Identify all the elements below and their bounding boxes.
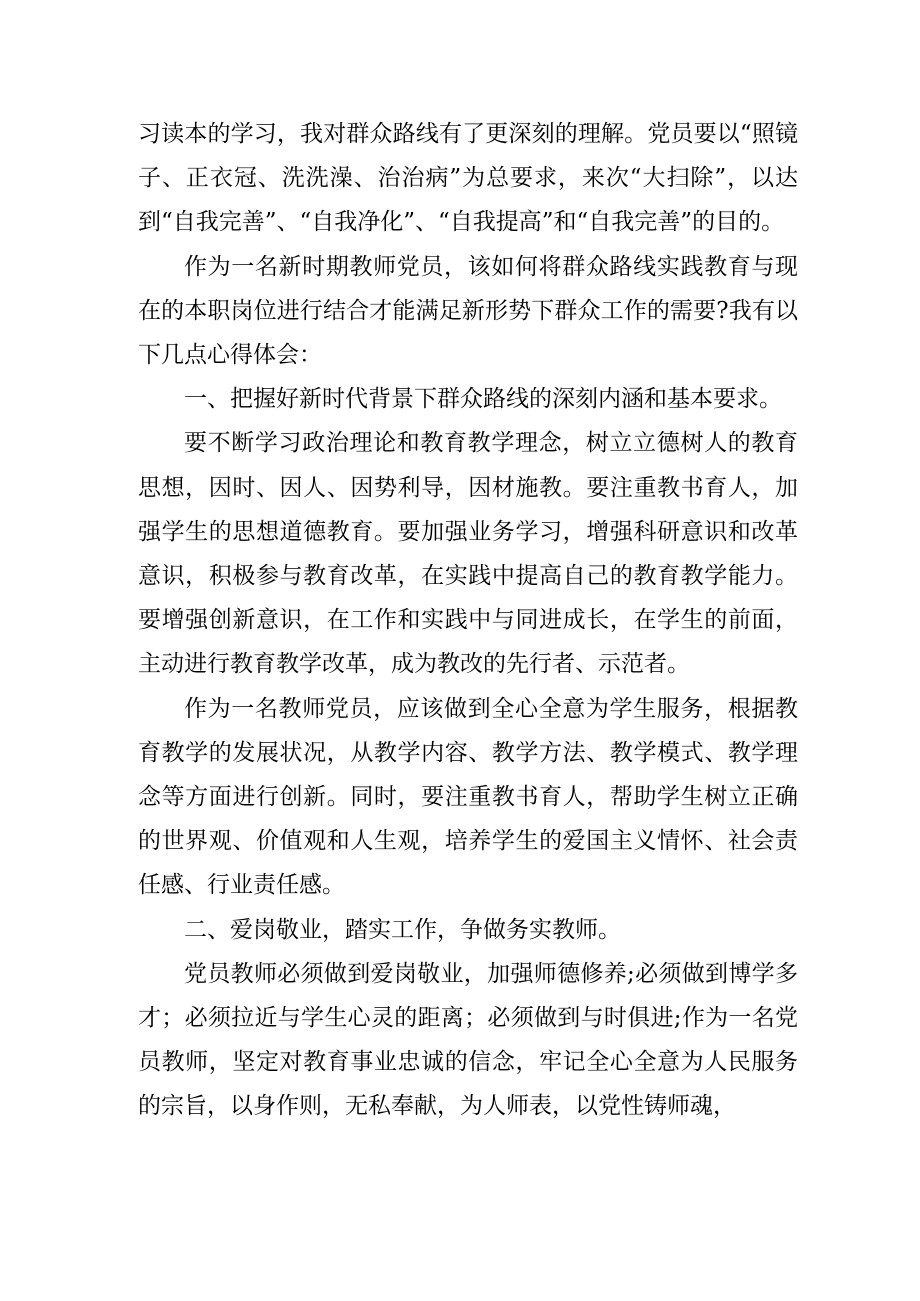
section-heading-2: 二、爱岗敬业，踏实工作，争做务实教师。	[184, 916, 621, 943]
section-heading-1: 一、把握好新时代背景下群众路线的深刻内涵和基本要求。	[184, 386, 782, 413]
paragraph-1: 习读本的学习，我对群众路线有了更深刻的理解。党员要以“照镜子、正衣冠、洗洗澡、治治病”为总要求，来次“大扫除”，以达到“自我完善”、“自我净化”、“自我提高”和“自我完善”的目的。	[138, 121, 798, 236]
paragraph-2: 作为一名新时期教师党员，该如何将群众路线实践教育与现在的本职岗位进行结合才能满足新形势下群众工作的需要?我有以下几点心得体会：	[138, 253, 798, 369]
paragraph-4: 作为一名教师党员，应该做到全心全意为学生服务，根据教育教学的发展状况，从教学内容、教学方法、教学模式、教学理念等方面进行创新。同时，要注重教书育人，帮助学生树立正确的世界观、价值观和人生观，培养学生的爱国主义情怀、社会责任感、行业责任感。	[138, 695, 798, 899]
paragraph-3: 要不断学习政治理论和教育教学理念，树立立德树人的教育思想，因时、因人、因势利导，因材施教。要注重教书育人，加强学生的思想道德教育。要加强业务学习，增强科研意识和改革意识，积极参与教育改革，在实践中提高自己的教育教学能力。要增强创新意识，在工作和实践中与同进成长，在学生的前面，主动进行教育教学改革，成为教改的先行者、示范者。	[138, 430, 798, 678]
document-body	[138, 112, 798, 1129]
paragraph-5: 党员教师必须做到爱岗敬业，加强师德修养;必须做到博学多才；必须拉近与学生心灵的距离；必须做到与时俱进;作为一名党员教师，坚定对教育事业忠诚的信念，牢记全心全意为人民服务的宗旨，以身作则，无私奉献，为人师表，以党性铸师魂，	[138, 960, 798, 1120]
